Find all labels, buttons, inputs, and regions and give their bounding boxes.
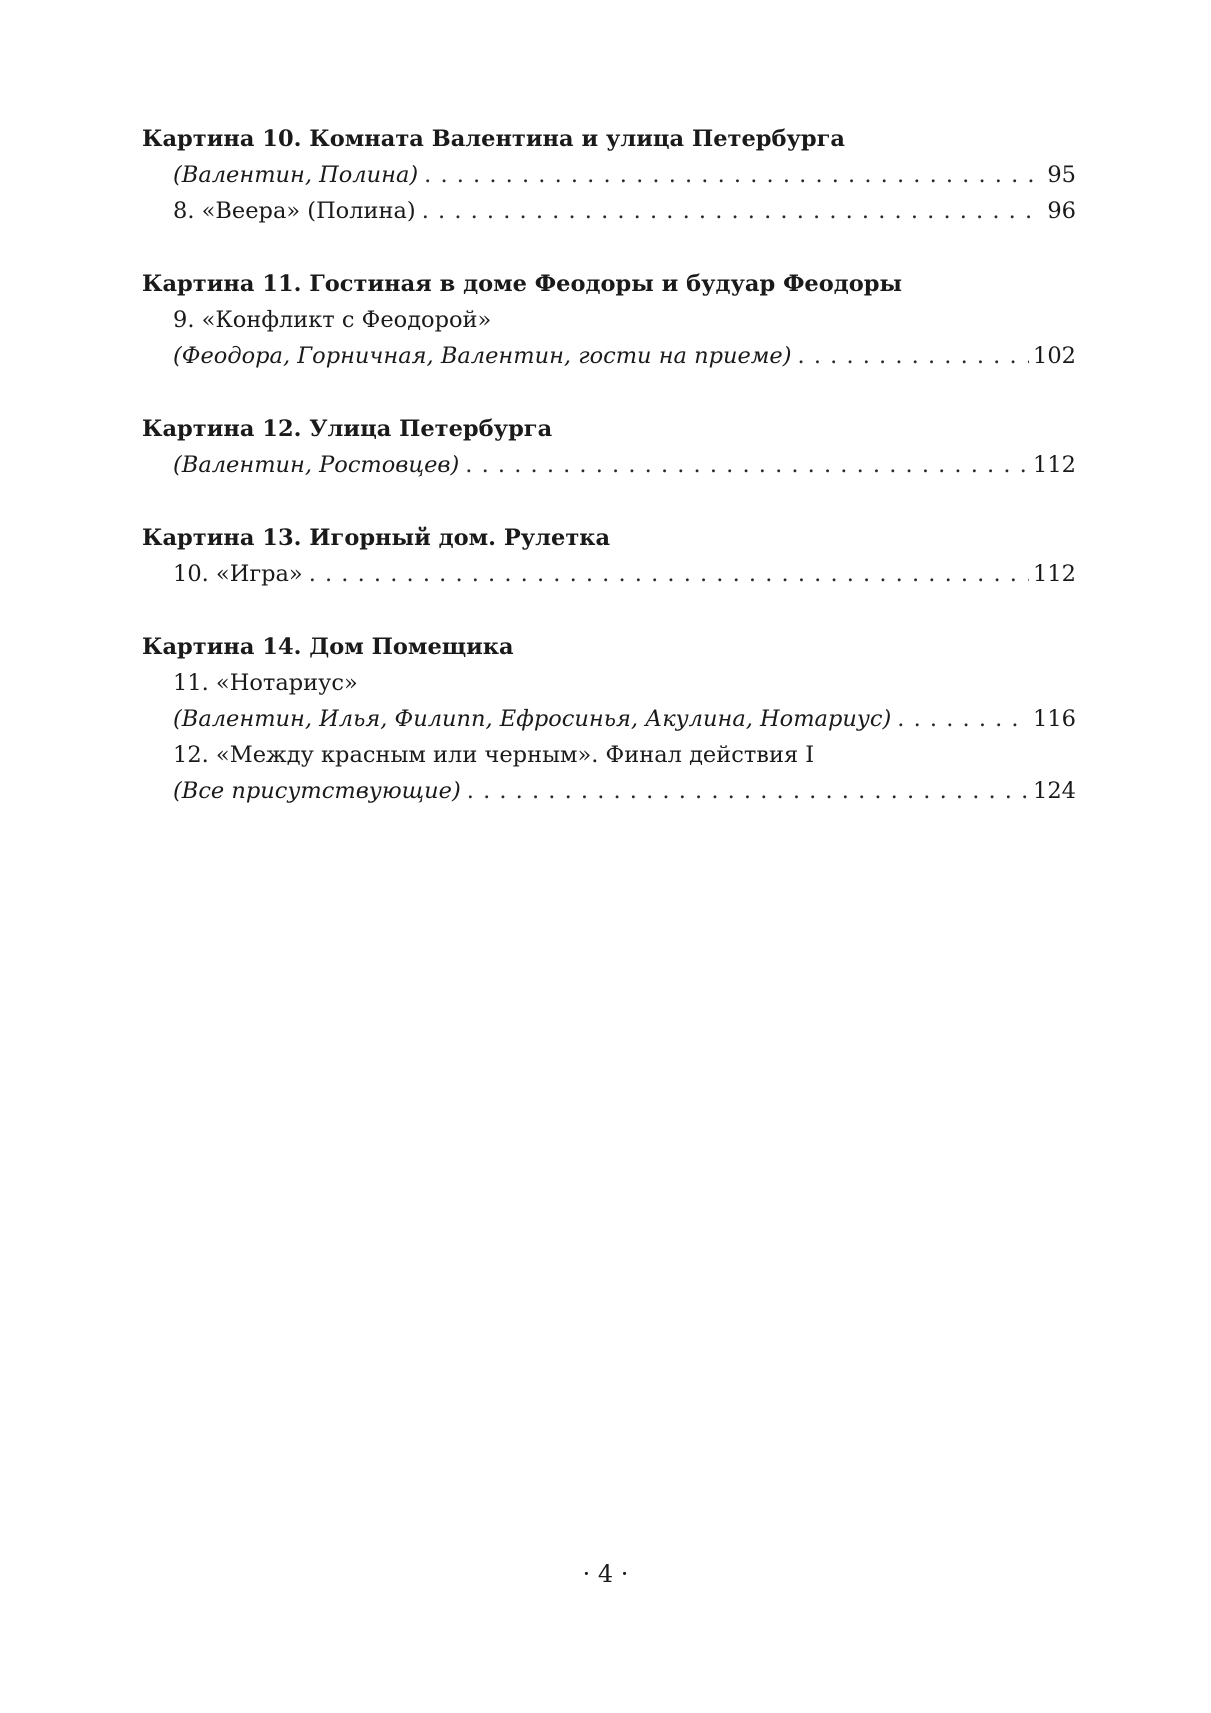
leader-dots: [467, 773, 1029, 809]
section-title: Картина 14. Дом Помещика: [142, 634, 514, 660]
number-title-line: 12. «Между красным или черным». Финал действия I: [173, 742, 815, 768]
page-number: · 4 ·: [582, 1560, 629, 1588]
entry-page-number: 112: [1033, 452, 1076, 478]
entry-text: (Валентин, Полина): [173, 162, 419, 188]
toc-section-kartina-12: [142, 412, 1076, 483]
number-title-line: 11. «Нотариус»: [173, 670, 358, 696]
toc-entry[interactable]: [142, 773, 1076, 809]
section-title: Картина 13. Игорный дом. Рулетка: [142, 525, 611, 551]
number-title-line: 9. «Конфликт с Феодорой»: [173, 307, 492, 333]
leader-dots: [422, 193, 1044, 229]
leader-dots: [798, 338, 1030, 374]
entry-text: (Валентин, Илья, Филипп, Ефросинья, Акулина, Нотариус): [173, 706, 892, 732]
entry-page-number: 112: [1033, 561, 1076, 587]
entry-text: (Валентин, Ростовцев): [173, 452, 460, 478]
toc-section-kartina-11: [142, 267, 1076, 374]
toc-entry[interactable]: [142, 701, 1076, 737]
entry-text: (Феодора, Горничная, Валентин, гости на приеме): [173, 343, 792, 369]
entry-page-number: 116: [1033, 706, 1076, 732]
leader-dots: [897, 701, 1029, 737]
toc-entry[interactable]: [142, 157, 1076, 193]
table-of-contents: [142, 122, 1076, 847]
leader-dots: [465, 447, 1029, 483]
entry-text: 10. «Игра»: [173, 561, 303, 587]
toc-entry[interactable]: [142, 447, 1076, 483]
toc-entry[interactable]: [142, 193, 1076, 229]
entry-page-number: 96: [1047, 198, 1076, 224]
toc-entry[interactable]: [142, 338, 1076, 374]
toc-section-kartina-13: [142, 521, 1076, 592]
entry-text: (Все присутствующие): [173, 778, 461, 804]
section-title: Картина 11. Гостиная в доме Феодоры и будуар Феодоры: [142, 271, 903, 297]
entry-page-number: 102: [1033, 343, 1076, 369]
entry-page-number: 95: [1047, 162, 1076, 188]
leader-dots: [424, 157, 1043, 193]
entry-text: 8. «Веера» (Полина): [173, 198, 416, 224]
section-title: Картина 10. Комната Валентина и улица Петербурга: [142, 126, 846, 152]
entry-page-number: 124: [1033, 778, 1076, 804]
section-title: Картина 12. Улица Петербурга: [142, 416, 553, 442]
toc-section-kartina-10: [142, 122, 1076, 229]
leader-dots: [309, 556, 1029, 592]
toc-entry[interactable]: [142, 556, 1076, 592]
toc-section-kartina-14: [142, 630, 1076, 809]
